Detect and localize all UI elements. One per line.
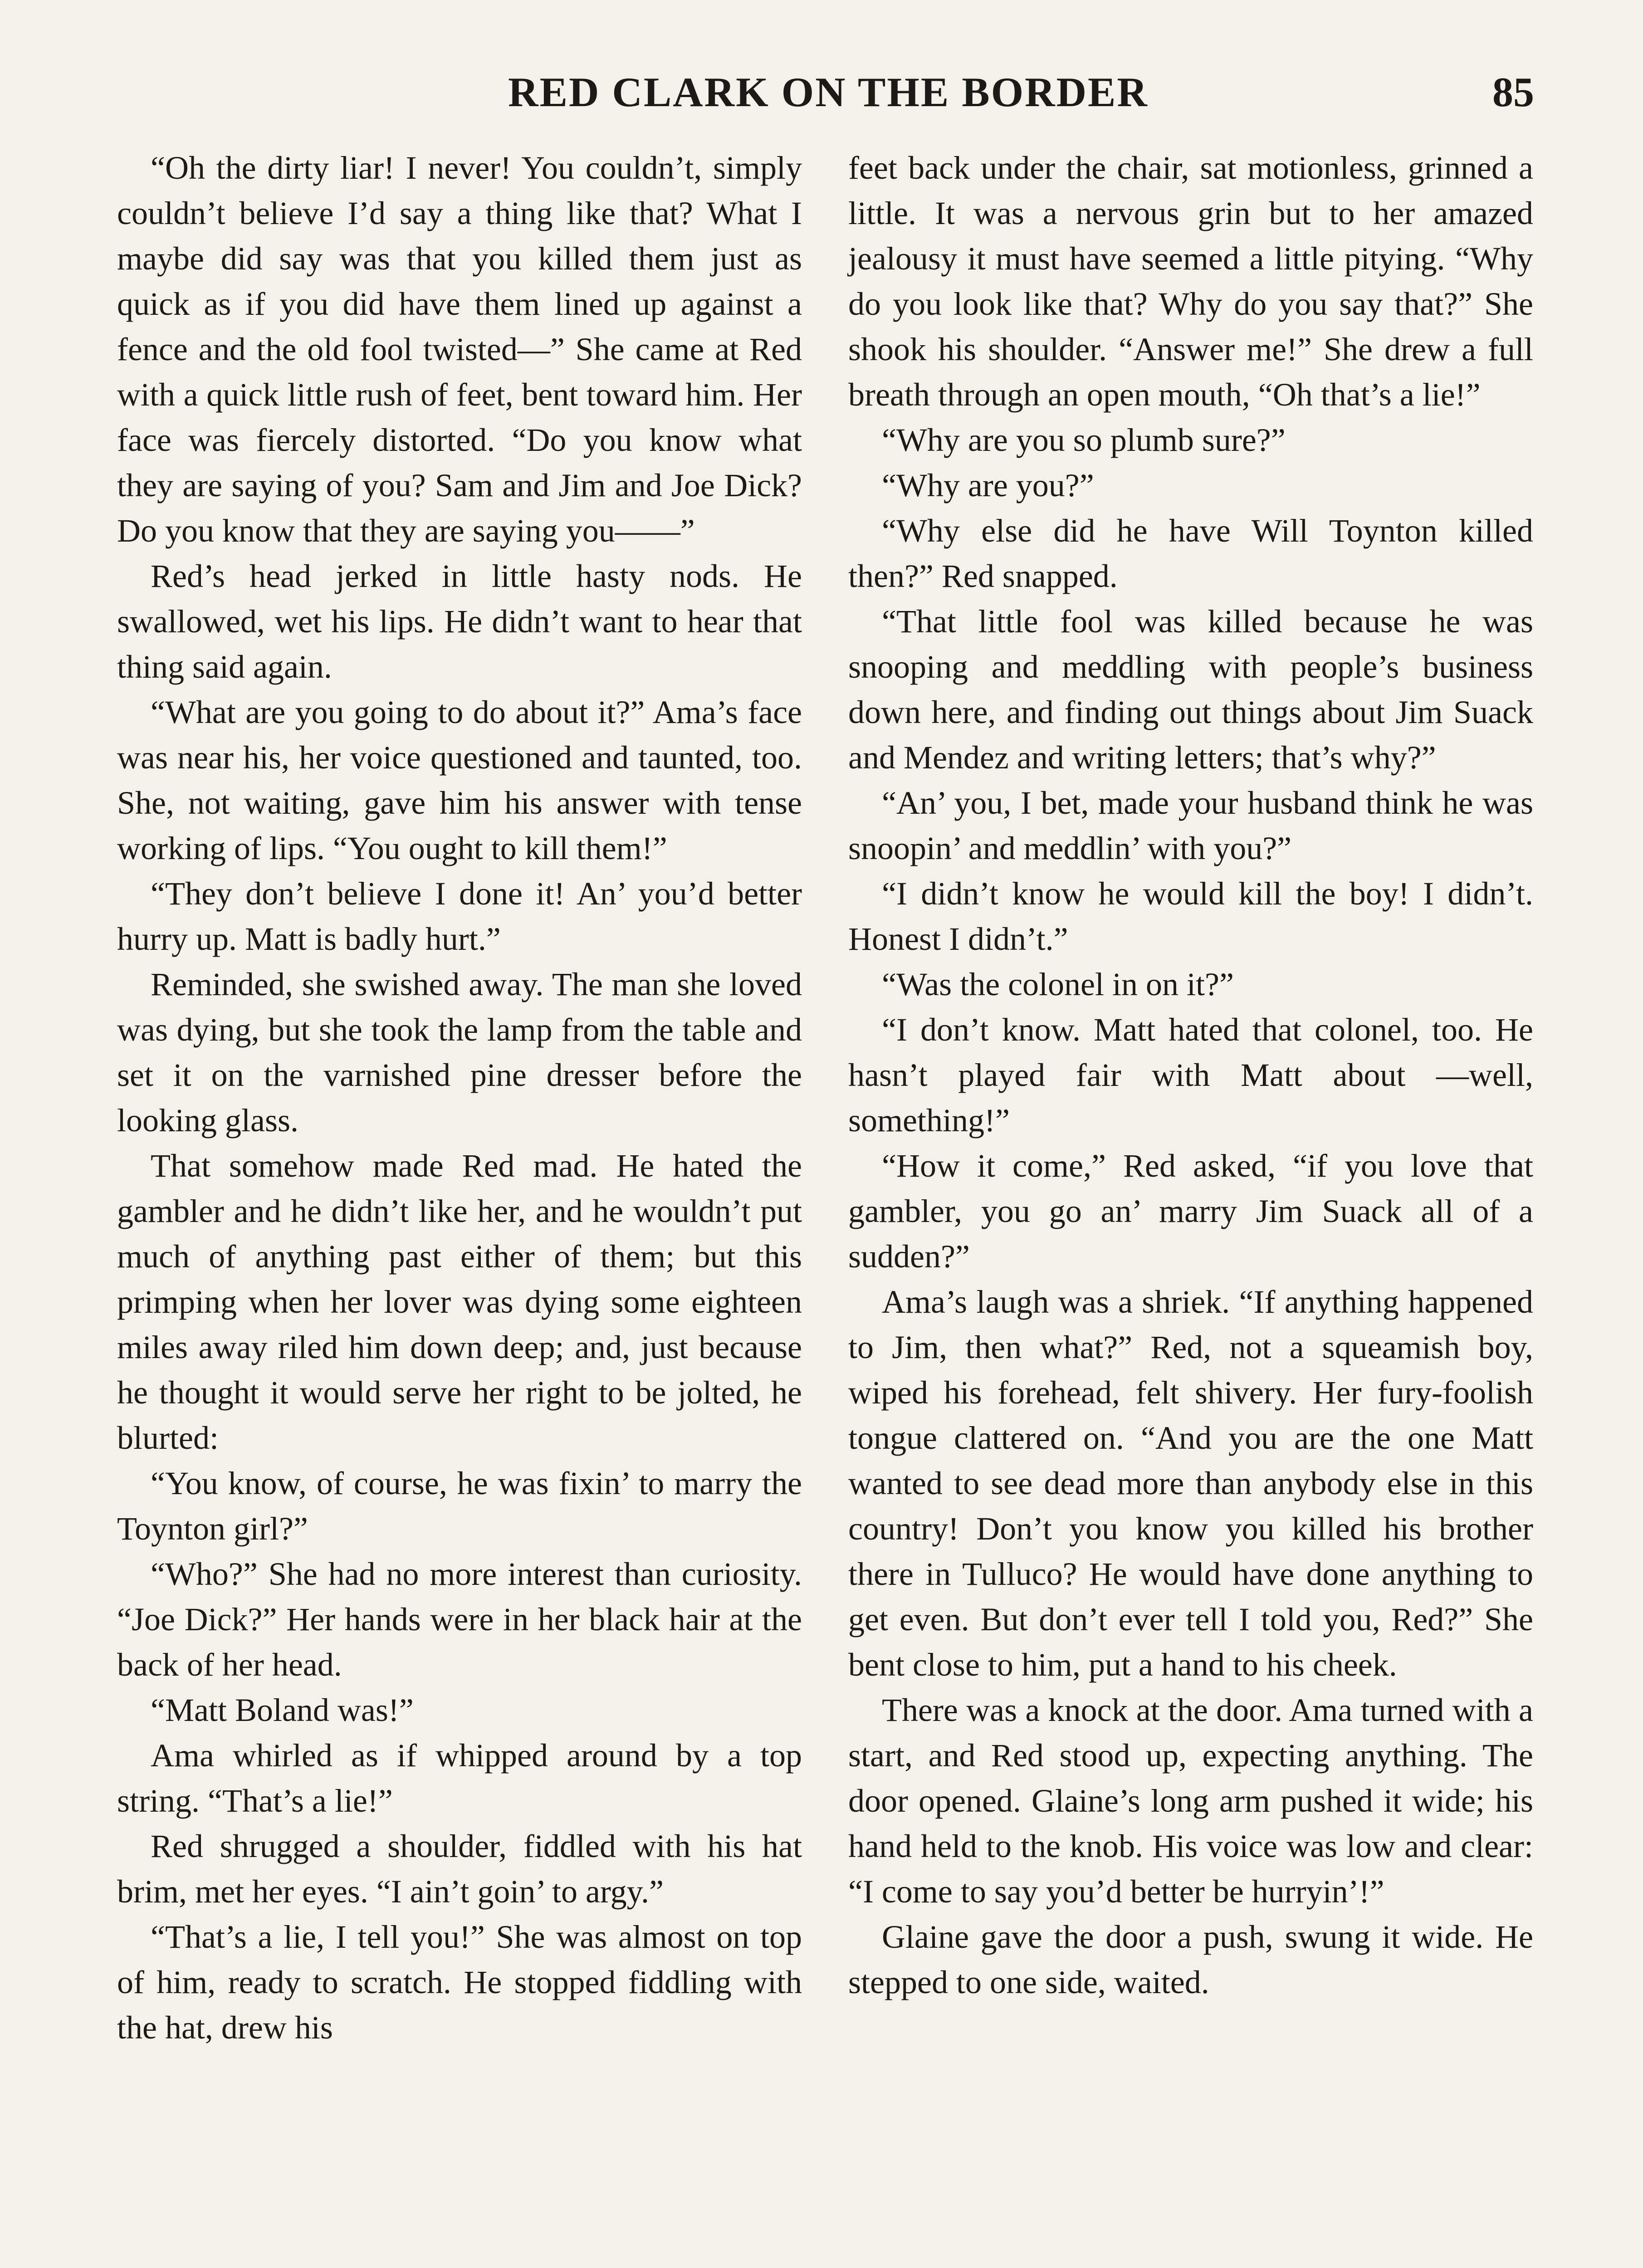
paragraph: “You know, of course, he was fixin’ to marry the Toynton girl?” [117, 1465, 802, 1547]
paragraph: Reminded, she swished away. The man she loved was dying, but she took the lamp from the table and set it on the varnished pine dresser before the looking glass. [117, 966, 802, 1139]
paragraph: “I don’t know. Matt hated that colonel, too. He hasn’t played fair with Matt about —well, something!” [848, 1012, 1533, 1139]
paragraph: There was a knock at the door. Ama turned with a start, and Red stood up, expecting anything. The door opened. Glaine’s long arm pushed it wide; his hand held to the knob. His voice was low and clear: “I come to say you’d better be hurryin’!” [848, 1692, 1533, 1910]
paragraph: “That little fool was killed because he was snooping and meddling with people’s business down here, and finding out things about Jim Suack and Mendez and writing letters; that’s why?” [848, 603, 1533, 776]
running-head: RED CLARK ON THE BORDER [508, 69, 1149, 115]
paragraph: “I didn’t know he would kill the boy! I didn’t. Honest I didn’t.” [848, 875, 1533, 957]
paragraph: “What are you going to do about it?” Ama’s face was near his, her voice questioned and taunted, too. She, not waiting, gave him his answer with tense working of lips. “You ought to kill them!” [117, 694, 802, 866]
right-column [848, 145, 1533, 2005]
paragraph: “They don’t believe I done it! An’ you’d better hurry up. Matt is badly hurt.” [117, 875, 802, 957]
paragraph: “Who?” She had no more interest than curiosity. “Joe Dick?” Her hands were in her black hair at the back of her head. [117, 1556, 802, 1683]
page-header [122, 68, 1534, 127]
paragraph: Red’s head jerked in little hasty nods. He swallowed, wet his lips. He didn’t want to hear that thing said again. [117, 558, 802, 685]
paragraph: “Why are you so plumb sure?” [882, 422, 1286, 458]
paragraph: Ama’s laugh was a shriek. “If anything happened to Jim, then what?” Red, not a squeamish boy, wiped his forehead, felt shivery. Her fury-foolish tongue clattered on. “And you are the one Matt wanted to see dead more than anybody else in this country! Don’t you know you killed his brother there in Tulluco? He would have done anything to get even. But don’t ever tell I told you, Red?” She bent close to him, put a hand to his cheek. [848, 1284, 1533, 1683]
paragraph: Red shrugged a shoulder, fiddled with his hat brim, met her eyes. “I ain’t goin’ to argy.” [117, 1828, 802, 1910]
paragraph: “Why are you?” [882, 467, 1094, 503]
page-number: 85 [1492, 69, 1534, 115]
paragraph-continuation: feet back under the chair, sat motionless, grinned a little. It was a nervous grin but to her amazed jealousy it must have seemed a little pitying. “Why do you look like that? Why do you say that?” She shook his shoulder. “Answer me!” She drew a full breath through an open mouth, “Oh that’s a lie!” [848, 150, 1533, 413]
paragraph: That somehow made Red mad. He hated the gambler and he didn’t like her, and he wouldn’t put much of anything past either of them; but this primping when her lover was dying some eighteen miles away riled him down deep; and, just because he thought it would serve her right to be jolted, he blurted: [117, 1148, 802, 1456]
paragraph: “Oh the dirty liar! I never! You couldn’t, simply couldn’t believe I’d say a thing like that? What I maybe did say was that you killed them just as quick as if you did have them lined up against a fence and the old fool twisted—” She came at Red with a quick little rush of feet, bent toward him. Her face was fiercely distorted. “Do you know what they are saying of you? Sam and Jim and Joe Dick? Do you know that they are saying you——” [117, 150, 802, 549]
left-column [117, 145, 802, 2050]
paragraph: “That’s a lie, I tell you!” She was almost on top of him, ready to scratch. He stopped fiddling with the hat, drew his [117, 1919, 802, 2046]
paragraph: Ama whirled as if whipped around by a top string. “That’s a lie!” [117, 1737, 802, 1819]
paragraph: “Why else did he have Will Toynton killed then?” Red snapped. [848, 513, 1533, 594]
paragraph: Glaine gave the door a push, swung it wide. He stepped to one side, waited. [848, 1919, 1533, 2000]
paragraph: “Matt Boland was!” [151, 1692, 414, 1728]
paragraph: “How it come,” Red asked, “if you love that gambler, you go an’ marry Jim Suack all of a sudden?” [848, 1148, 1533, 1275]
paragraph: “An’ you, I bet, made your husband think he was snoopin’ and meddlin’ with you?” [848, 785, 1533, 866]
paragraph: “Was the colonel in on it?” [882, 966, 1234, 1002]
